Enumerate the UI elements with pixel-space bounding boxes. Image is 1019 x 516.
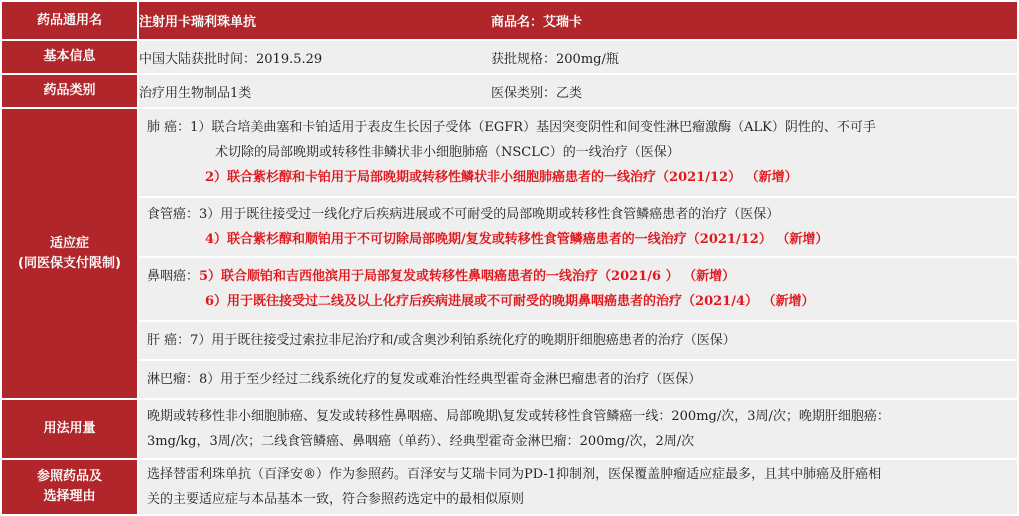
row-indications — [2, 108, 1017, 399]
label-reference-drug: 参照药品及 选择理由 — [2, 459, 137, 515]
indication-lymphoma: 淋巴瘤：8）用于至少经过二线系统化疗的复发或难治性经典型霍奇金淋巴瘤患者的治疗（医保） — [139, 361, 1017, 398]
label-indications: 适应症 (同医保支付限制) — [2, 108, 137, 399]
insurance-category: 医保类别：乙类 — [491, 85, 583, 101]
approval-time: 中国大陆获批时间：2019.5.29 — [139, 51, 323, 67]
indication-nasopharyngeal-cancer: 鼻咽癌：5）联合顺铂和吉西他滨用于局部复发或转移性鼻咽癌患者的一线治疗（2021/6 ） （新增） 6）用于既往接受过二线及以上化疗后疾病进展或不可耐受的晚期鼻咽癌患者的治疗（2021/4） （新增） — [139, 258, 1017, 322]
row-drug-category — [2, 74, 1017, 108]
row-dosage — [2, 399, 1017, 459]
drug-info-table — [2, 2, 1017, 516]
label-generic-name: 药品通用名 — [2, 2, 137, 40]
row-basic-info — [2, 40, 1017, 74]
indication-lung-cancer: 肺 癌：1）联合培美曲塞和卡铂适用于表皮生长因子受体（EGFR）基因突变阴性和间变性淋巴瘤激酶（ALK）阴性的、不可手 术切除的局部晚期或转移性非鳞状非小细胞肺癌（NSCLC）的一线治疗（医保） 2）联合紫杉醇和卡铂用于局部晚期或转移性鳞状非小细胞肺癌患者的一线治疗（2021/12） （新增） — [139, 109, 1017, 198]
reference-drug-text: 选择替雷利珠单抗（百泽安®）作为参照药。百泽安与艾瑞卡同为PD-1抑制剂，医保覆盖肿瘤适应症最多，且其中肺癌及肝癌相 关的主要适应症与本品基本一致，符合参照药选定中的最相似原则 — [139, 460, 1017, 514]
label-drug-category: 药品类别 — [2, 74, 137, 108]
label-basic-info: 基本信息 — [2, 40, 137, 74]
row-reference-drug — [2, 459, 1017, 515]
indication-esophageal-cancer: 食管癌：3）用于既往接受过一线化疗后疾病进展或不可耐受的局部晚期或转移性食管鳞癌患者的治疗（医保） 4）联合紫杉醇和顺铂用于不可切除局部晚期/复发或转移性食管鳞癌患者的一线治疗（2021/12） （新增） — [139, 198, 1017, 258]
indication-liver-cancer: 肝 癌：7）用于既往接受过索拉非尼治疗和/或含奥沙利铂系统化疗的晚期肝细胞癌患者的治疗（医保） — [139, 322, 1017, 361]
generic-name-value: 注射用卡瑞利珠单抗 — [139, 15, 257, 30]
label-dosage: 用法用量 — [2, 399, 137, 459]
dosage-text: 晚期或转移性非小细胞肺癌、复发或转移性鼻咽癌、局部晚期\复发或转移性食管鳞癌一线：200mg/次，3周/次；晚期肝细胞癌： 3mg/kg，3周/次；二线食管鳞癌、鼻咽癌（单药）、经典型霍奇金淋巴瘤：200mg/次，2周/次 — [139, 400, 1017, 458]
category-type: 治疗用生物制品1类 — [139, 85, 252, 101]
row-generic-name — [2, 2, 1017, 40]
approval-spec: 获批规格：200mg/瓶 — [491, 51, 619, 67]
trade-name-value: 商品名：艾瑞卡 — [491, 15, 583, 30]
